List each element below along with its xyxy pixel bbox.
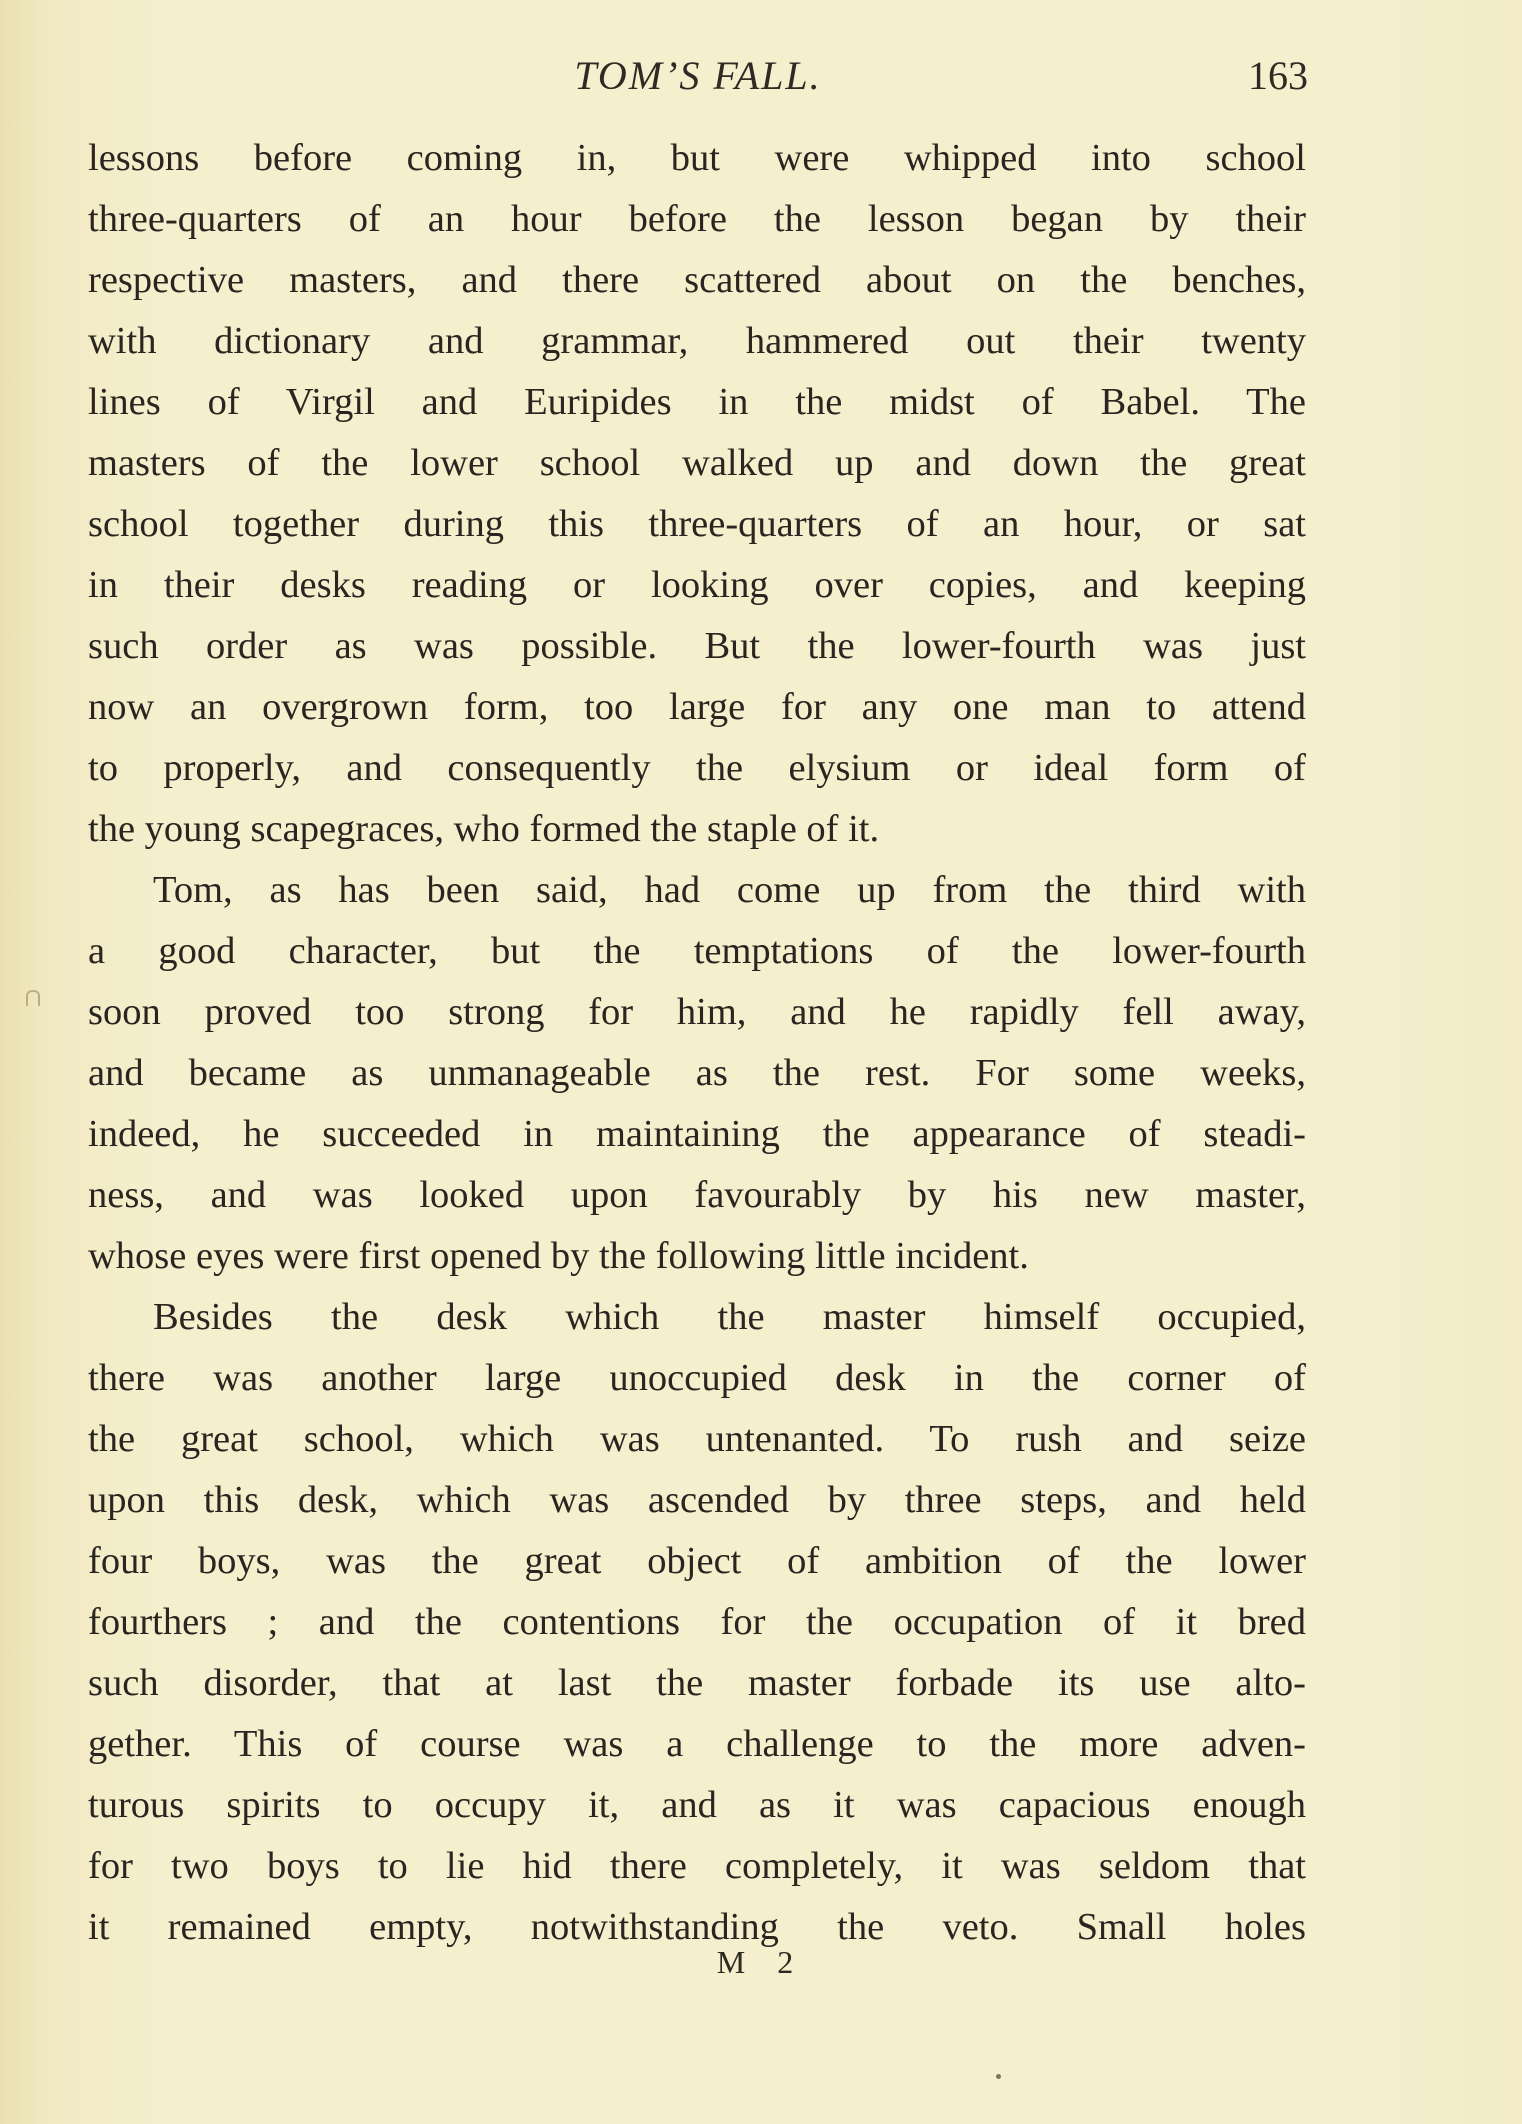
body-text (88, 128, 1306, 1958)
text-line: Besides the desk which the master himself occupied, (153, 1296, 1306, 1338)
text-line: indeed, he succeeded in maintaining the appearance of steadi- (88, 1113, 1306, 1155)
margin-mark-decoration (26, 990, 40, 1006)
text-line: ness, and was looked upon favourably by his new master, (88, 1174, 1306, 1216)
text-line: whose eyes were first opened by the following little incident. (88, 1235, 1029, 1277)
signature-mark: M 2 (716, 1944, 806, 1980)
text-line: respective masters, and there scattered about on the benches, (88, 259, 1306, 301)
text-line: such order as was possible. But the lower-fourth was just (88, 625, 1306, 667)
text-line: lines of Virgil and Euripides in the midst of Babel. The (88, 381, 1306, 423)
text-line: there was another large unoccupied desk in the corner of (88, 1357, 1306, 1399)
running-title: TOM’S FALL. (574, 53, 822, 98)
text-line: now an overgrown form, too large for any one man to attend (88, 686, 1306, 728)
text-line: with dictionary and grammar, hammered out their twenty (88, 320, 1306, 362)
text-line: Tom, as has been said, had come up from the third with (153, 869, 1306, 911)
text-line: upon this desk, which was ascended by three steps, and held (88, 1479, 1306, 1521)
text-line: for two boys to lie hid there completely, it was seldom that (88, 1845, 1306, 1887)
text-line: fourthers ; and the contentions for the occupation of it bred (88, 1601, 1306, 1643)
text-line: school together during this three-quarters of an hour, or sat (88, 503, 1306, 545)
text-line: lessons before coming in, but were whipped into school (88, 137, 1306, 179)
text-line: four boys, was the great object of ambition of the lower (88, 1540, 1306, 1582)
text-line: such disorder, that at last the master forbade its use alto- (88, 1662, 1306, 1704)
text-line: the young scapegraces, who formed the staple of it. (88, 808, 880, 850)
text-line: and became as unmanageable as the rest. For some weeks, (88, 1052, 1306, 1094)
text-line: a good character, but the temptations of the lower-fourth (88, 930, 1306, 972)
text-line: to properly, and consequently the elysium or ideal form of (88, 747, 1306, 789)
text-line: it remained empty, notwithstanding the veto. Small holes (88, 1906, 1306, 1948)
page-header (88, 52, 1308, 112)
text-line: gether. This of course was a challenge to the more adven- (88, 1723, 1306, 1765)
text-line: masters of the lower school walked up and down the great (88, 442, 1306, 484)
paper-speck-decoration (996, 2074, 1001, 2079)
text-line: in their desks reading or looking over copies, and keeping (88, 564, 1306, 606)
text-line: soon proved too strong for him, and he rapidly fell away, (88, 991, 1306, 1033)
text-line: turous spirits to occupy it, and as it was capacious enough (88, 1784, 1306, 1826)
text-line: the great school, which was untenanted. To rush and seize (88, 1418, 1306, 1460)
text-line: three-quarters of an hour before the lesson began by their (88, 198, 1306, 240)
page-number: 163 (1248, 53, 1308, 98)
